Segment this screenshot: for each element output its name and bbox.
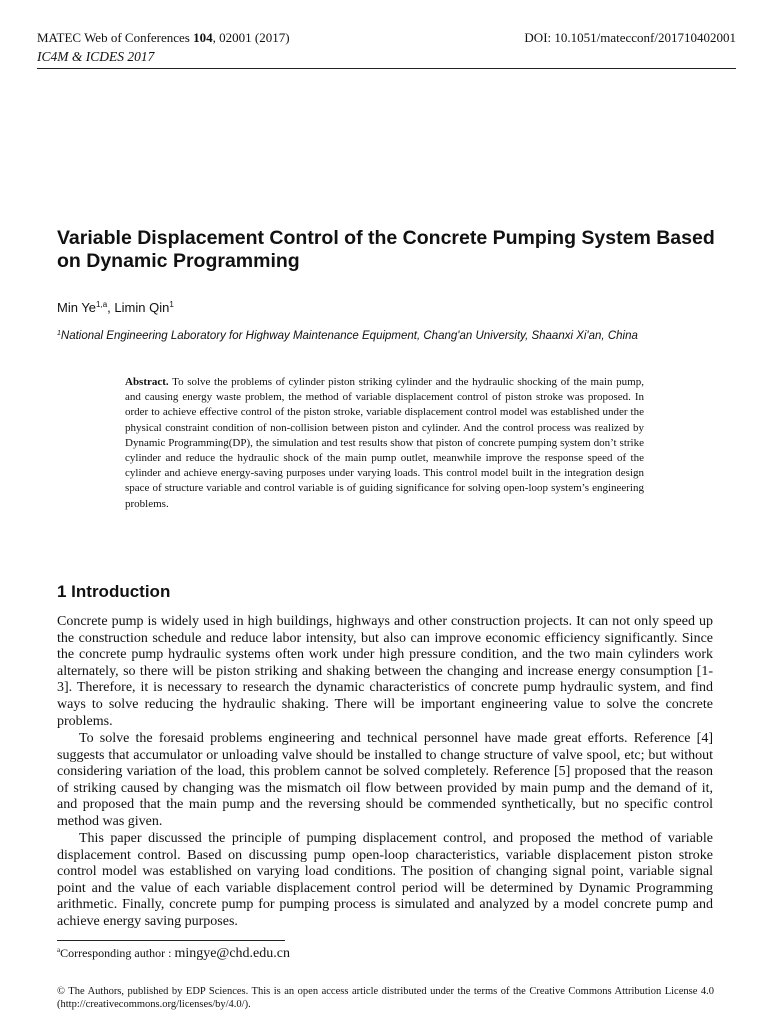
body-paragraph: Concrete pump is widely used in high buildings, highways and other construction projects. It can not only speed up the construction schedule and reduce labor intensity, but also can improve economic efficiency significantly. Since the concrete pump hydraulic systems often work under high pressure condition, and the two main cylinders work alternately, so there will be piston striking and shaking between the changing and increase energy consumption [1-3]. Therefore, it is necessary to research the dynamic characteristics of concrete pump hydraulic system, and find ways to solve reducing the hydraulic shaking. There will be important engineering value to solve the concrete problems. (57, 614, 713, 729)
paper-title: Variable Displacement Control of the Concrete Pumping System Based on Dynamic Programming (57, 227, 715, 272)
conference-name: IC4M & ICDES 2017 (37, 49, 155, 64)
author-name: Min Ye (57, 300, 97, 315)
abstract-label: Abstract. (125, 376, 169, 388)
author-affiliation-marker: 1 (169, 300, 174, 309)
footnote-marker: a (57, 946, 61, 954)
affiliation (57, 330, 638, 342)
author-name: Limin Qin (114, 300, 170, 315)
abstract-text: To solve the problems of cylinder piston striking cylinder and the hydraulic shocking of the main pump, and causing energy waste problem, the method of variable displacement control of piston stroke was proposed. In order to achieve effective control of the piston stroke, variable displacement control model was established under the physical constraint condition of non-collision between piston and cylinder. And the control process was realized by Dynamic Programming(DP), the simulation and test results show that piston of concrete pumping system don’t strike cylinder and reduce the hydraulic shock of the main pump outlet, meanwhile improve the response speed of the cylinder and achieve energy-saving purposes under varying loads. This control model built in the integration design space of structure variable and control variable is of guiding significance for solving open-loop system’s engineering problems. (125, 376, 644, 510)
body-paragraph: To solve the foresaid problems engineering and technical personnel have made great efforts. Reference [4] suggests that accumulator or unloading valve should be installed to change structure of valve spool, etc; but without considering variation of the load, this problem cannot be solved completely. Reference [5] proposed that the reason of striking caused by changing was the mismatch oil flow between provided by main pump and the demand of it, and proposed that the main pump and the reversing should be commended synthetically, but no specific control method was given. (57, 731, 713, 829)
corresponding-email[interactable]: mingye@chd.edu.cn (174, 946, 290, 961)
footnote (57, 946, 290, 962)
affiliation-marker: 1 (57, 330, 61, 337)
journal-name: MATEC Web of Conferences (37, 30, 194, 45)
affiliation-text: National Engineering Laboratory for Highway Maintenance Equipment, Chang'an University, Shaanxi Xi'an, China (60, 330, 638, 342)
abstract (125, 375, 644, 512)
header-divider (37, 68, 736, 69)
journal-citation (37, 30, 290, 46)
author-list (57, 300, 174, 315)
article-number: , 02001 (2017) (212, 30, 290, 45)
footnote-label: Corresponding author : (60, 946, 175, 960)
footnote-divider (57, 940, 285, 941)
section-heading: 1 Introduction (57, 582, 171, 601)
license-notice: © The Authors, published by EDP Sciences. This is an open access article distributed under the terms of the Creative Commons Attribution License 4.0 (http://creativecommons.org/licenses/by/4.0/). (57, 986, 714, 1010)
body-paragraph: This paper discussed the principle of pumping displacement control, and proposed the method of variable displacement control. Based on discussing pump open-loop characteristics, variable displacement piston stroke control model was established on varying load conditions. The position of changing signal point, variable signal point and the value of each variable displacement control period will be determined by Dynamic Programming arithmetic. Finally, concrete pump for pumping process is simulated and analyzed by a model concrete pump and achieve energy saving purposes. (57, 831, 713, 929)
journal-volume: 104 (193, 30, 213, 45)
author-separator: , (107, 300, 115, 315)
author-affiliation-marker: 1,a (96, 300, 108, 309)
doi[interactable]: DOI: 10.1051/matecconf/201710402001 (524, 30, 736, 45)
